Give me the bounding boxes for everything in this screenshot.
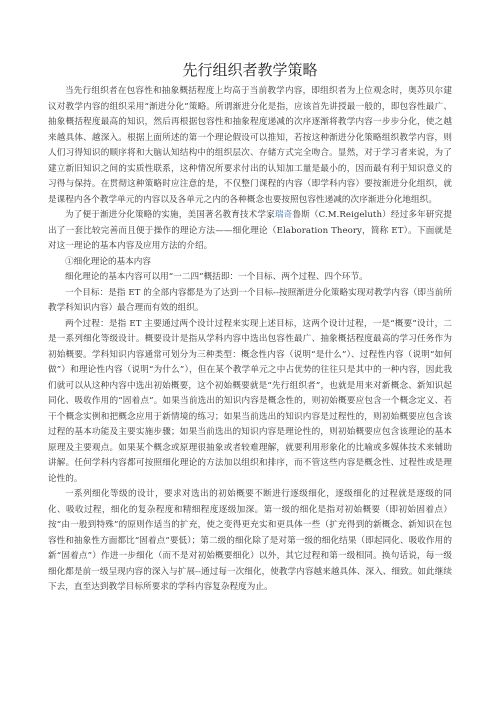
paragraph-two-processes: 两个过程：是指 ET 主要通过两个设计过程来实现上述目标，这两个设计过程，一是“概要”设计，二是一系列细化等级设计。概要设计是指从学科内容中选出包容性最广、抽象概括程度最高的学习任务作为初始概要。学科知识内容通常可划分为三种类型：概念性内容（说明“是什么”）、过程性内容（说明“如何做”）和理论性内容（说明“为什么”），但在某个教学单元之中占优势的往往只是其中的一种内容，因此我们就可以从这种内容中选出初始概要，这个初始概要就是“先行组织者”，也就是用来对新概念、新知识起同化、吸收作用的“固着点”。如果当前选出的知识内容是概念性的，则初始概要应包含一个概念定义、若干个概念实例和把概念应用于新情境的练习；如果当前选出的知识内容是过程性的，则初始概要应包含该过程的基本功能及主要实施步骤；如果当前选出的知识内容是理论性的，则初始概要应包含该理论的基本原理及主要观点。如果某个概念或原理很抽象或者较难理解，就要利用形象化的比喻或多媒体技术来辅助讲解。任何学科内容都可按照细化理论的方法加以组织和排序，而不管这些内容是概念性、过程性或是理论性的。 xyxy=(48,318,452,484)
section-heading-basic-content: ①细化理论的基本内容 xyxy=(65,256,151,267)
paragraph-one-two-four: 细化理论的基本内容可以用“一二四”概括即：一个目标、两个过程、四个环节。 xyxy=(65,272,368,282)
paragraph-text: 为了便于渐进分化策略的实施，美国著名教育技术学家 xyxy=(65,210,275,220)
page-title: 先行组织者教学策略 xyxy=(182,61,318,79)
paragraph-elaboration-theory-intro xyxy=(48,208,452,255)
paragraph-progressive-differentiation: 当先行组织者在包容性和抽象概括程度上均高于当前教学内容，即组织者为上位观念时，奥苏贝尔建议对教学内容的组织采用“渐进分化”策略。所谓渐进分化是指，应该首先讲授最一般的，即包容性最广、抽象概括程度最高的知识，然后再根据包容性和抽象程度递减的次序逐渐将教学内容一步步分化，使之越来越具体、越深入。根据上面所述的第一个理论假设可以推知，若按这种渐进分化策略组织教学内容，则人们习得知识的顺序将和大脑认知结构中的组织层次、存储方式完全吻合。显然，对于学习者来说，为了建立新旧知识之间的实质性联系，这种情况所要求付出的认知加工量是最小的，因而最有利于知识意义的习得与保持。在贯彻这种策略时应注意的是，不仅整门课程的内容（即学科内容）要按渐进分化组织，就是课程内各个教学单元的内容以及各单元之内的各种概念也要按照包容性递减的次序渐进分化地组织。 xyxy=(48,86,452,205)
paragraph-elaboration-levels: 一系列细化等级的设计，要求对选出的初始概要不断进行逐级细化，逐级细化的过程就是逐级的同化、吸收过程，细化的复杂程度和精细程度逐级加深。第一级的细化是指对初始概要（即初始固着点）按“由一般到特殊”的原则作适当的扩充，使之变得更充实和更具体一些（扩充得到的新概念、新知识在包容性和抽象性方面都比“固着点”要低）；第二级的细化除了是对第一级的细化结果（即起同化、吸收作用的新“固着点”）作进一步细化（而不是对初始概要细化）以外，其它过程和第一级相同。换句话说，每一级细化都是前一级呈现内容的深入与扩展--通过每一次细化，使教学内容越来越具体、深入、细致。如此继续下去，直至达到教学目标所要求的学科内容复杂程度为止。 xyxy=(48,489,452,592)
paragraph-one-goal: 一个目标：是指 ET 的全部内容都是为了达到一个目标--按照渐进分化策略实现对教学内容（即当前所教学科知识内容）最合理而有效的组织。 xyxy=(48,287,452,313)
highlighted-name: 瑞奇 xyxy=(274,210,293,220)
paragraph-text: 鲁斯（C.M.Reigeluth）经过多年研究提出了一套比较完善而且便于操作的理论方法——细化理论（Elaboration Theory，简称 ET）。下面就是对这一理论的基本内容及应用方法的介绍。 xyxy=(48,210,452,251)
